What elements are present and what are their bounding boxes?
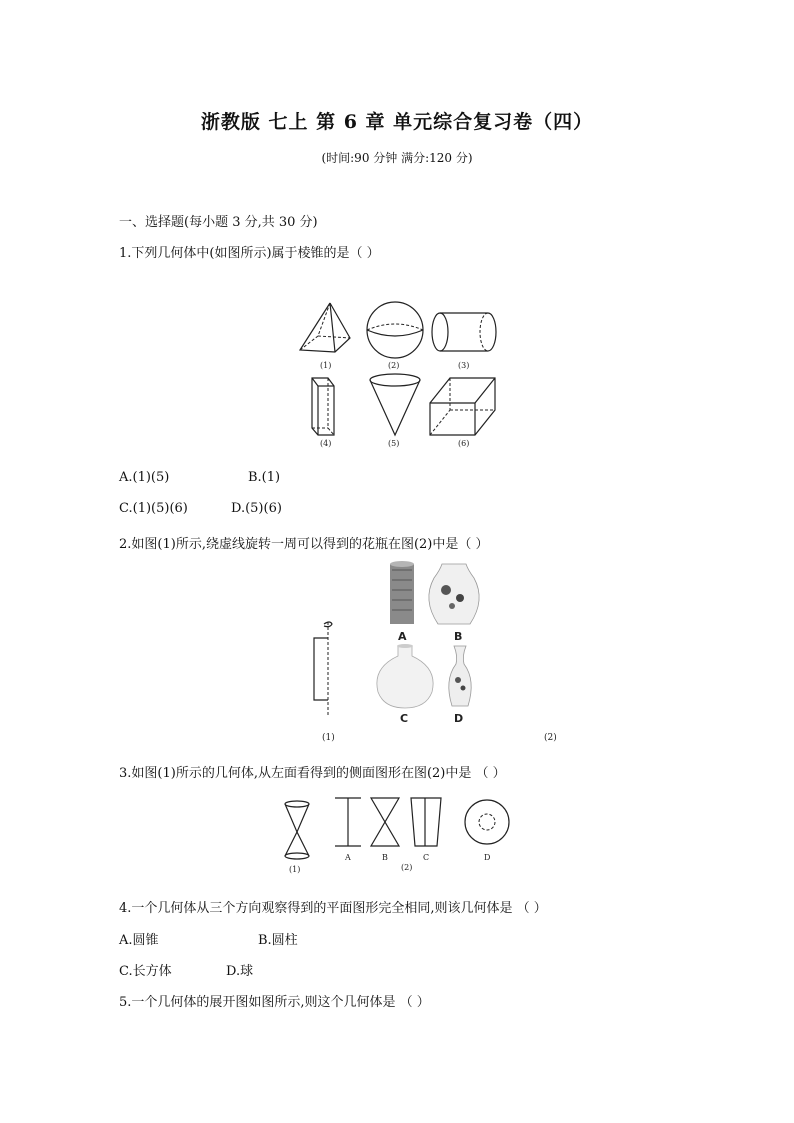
q4-option-b: B.圆柱	[258, 933, 298, 948]
page-title: 浙教版 七上 第 6 章 单元综合复习卷（四）	[200, 111, 594, 133]
rotation-profile-shape	[314, 622, 332, 716]
q3-fig-label-1: (1)	[289, 865, 301, 874]
q3-fig-label-c: C	[423, 853, 430, 862]
q3-fig-label-a: A	[345, 853, 351, 862]
q1-fig-label-4: (4)	[320, 439, 332, 448]
q2-fig-label-1: (1)	[322, 733, 335, 743]
q1-option-b: B.(1)	[248, 470, 281, 485]
option-c-shape	[411, 798, 441, 846]
section-heading: 一、选择题(每小题 3 分,共 30 分)	[119, 215, 318, 230]
sphere-shape	[367, 302, 423, 358]
q3-fig-label-d: D	[484, 853, 491, 862]
q1-fig-label-3: (3)	[458, 361, 470, 370]
vase-label-d: D	[454, 712, 464, 725]
horizontal-prism-shape	[430, 378, 495, 435]
q2-fig-label-2: (2)	[544, 733, 557, 743]
q1-fig-label-1: (1)	[320, 361, 332, 370]
q1-fig-label-2: (2)	[388, 361, 400, 370]
q3-fig-label-2: (2)	[401, 863, 413, 872]
question-1-stem: 1.下列几何体中(如图所示)属于棱锥的是（ ）	[119, 246, 380, 261]
q4-option-a: A.圆锥	[119, 933, 159, 948]
cone-shape	[370, 374, 420, 435]
option-b-shape	[371, 798, 399, 846]
vase-b	[429, 564, 479, 624]
question-5-stem: 5.一个几何体的展开图如图所示,则这个几何体是 （ ）	[119, 995, 430, 1010]
pyramid-shape	[300, 303, 350, 352]
q3-fig-label-b: B	[382, 853, 388, 862]
vase-d	[449, 646, 471, 706]
question-2-figure	[310, 560, 570, 750]
vase-label-a: A	[398, 630, 407, 643]
q4-option-d: D.球	[226, 964, 254, 979]
question-3-figure	[275, 796, 515, 876]
question-1-figure	[290, 298, 510, 453]
vase-label-b: B	[454, 630, 463, 643]
page-subtitle: (时间:90 分钟 满分:120 分)	[321, 151, 473, 165]
question-4-stem: 4.一个几何体从三个方向观察得到的平面图形完全相同,则该几何体是 （ ）	[119, 901, 547, 916]
vase-c	[377, 644, 433, 708]
q1-fig-label-6: (6)	[458, 439, 470, 448]
vase-label-c: C	[400, 712, 409, 725]
q4-option-c: C.长方体	[119, 964, 172, 979]
option-a-shape	[335, 798, 361, 846]
q1-option-d: D.(5)(6)	[231, 501, 282, 516]
question-3-stem: 3.如图(1)所示的几何体,从左面看得到的侧面图形在图(2)中是 （ ）	[119, 766, 506, 781]
q1-fig-label-5: (5)	[388, 439, 400, 448]
q1-option-a: A.(1)(5)	[119, 470, 170, 485]
question-2-stem: 2.如图(1)所示,绕虚线旋转一周可以得到的花瓶在图(2)中是（ ）	[119, 537, 489, 552]
q1-option-c: C.(1)(5)(6)	[119, 501, 188, 516]
cylinder-shape	[432, 313, 496, 351]
option-d-shape	[465, 800, 509, 844]
vase-a	[390, 561, 414, 624]
prism-shape	[312, 378, 334, 435]
double-cone-shape	[285, 801, 309, 859]
